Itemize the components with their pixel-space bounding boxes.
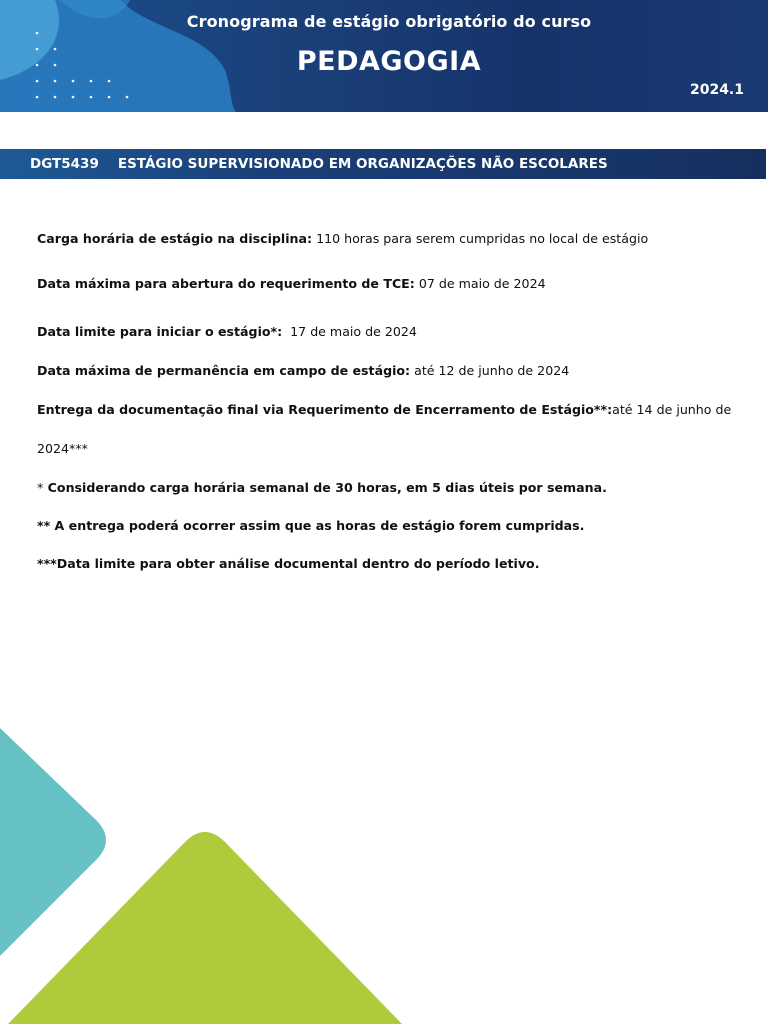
note-3-text: ***Data limite para obter análise documental dentro do período letivo.	[37, 556, 540, 571]
hours-value: 110 horas para serem cumpridas no local de estágio	[312, 231, 649, 246]
bottom-shapes-decoration	[0, 720, 768, 1024]
discipline-name: ESTÁGIO SUPERVISIONADO EM ORGANIZAÇÕES NÃO ESCOLARES	[117, 156, 608, 172]
stay-value: até 12 de junho de 2024	[410, 363, 570, 378]
delivery-line	[37, 402, 732, 417]
header-banner	[0, 0, 768, 112]
note-3	[37, 556, 540, 571]
hours-label: Carga horária de estágio na disciplina:	[37, 231, 313, 246]
delivery-value-1: até 14 de junho de	[612, 402, 732, 417]
stay-label: Data máxima de permanência em campo de estágio:	[37, 363, 411, 378]
note-2	[37, 518, 584, 533]
header-subtitle: Cronograma de estágio obrigatório do curso	[186, 12, 592, 31]
start-label: Data limite para iniciar o estágio*:	[37, 324, 283, 339]
tce-line	[37, 276, 546, 291]
start-line	[37, 324, 417, 339]
discipline-code: DGT5439	[30, 156, 99, 172]
tce-label: Data máxima para abertura do requerimento de TCE:	[37, 276, 415, 291]
note-1-text: Considerando carga horária semanal de 30 horas, em 5 dias úteis por semana.	[43, 480, 607, 495]
note-1	[37, 480, 607, 495]
delivery-line-2	[37, 441, 88, 456]
period-label: 2024.1	[689, 82, 744, 98]
course-title: PEDAGOGIA	[296, 46, 482, 77]
stay-line	[37, 363, 569, 378]
hours-line	[37, 231, 648, 246]
note-2-text: ** A entrega poderá ocorrer assim que as horas de estágio forem cumpridas.	[37, 518, 585, 533]
teal-shape	[0, 728, 106, 956]
note-1-mark: *	[37, 480, 44, 495]
discipline-bar	[0, 149, 766, 179]
tce-value: 07 de maio de 2024	[414, 276, 546, 291]
delivery-value-2: 2024***	[37, 441, 88, 456]
delivery-label: Entrega da documentação final via Requerimento de Encerramento de Estágio**:	[37, 402, 613, 417]
start-value: 17 de maio de 2024	[282, 324, 417, 339]
